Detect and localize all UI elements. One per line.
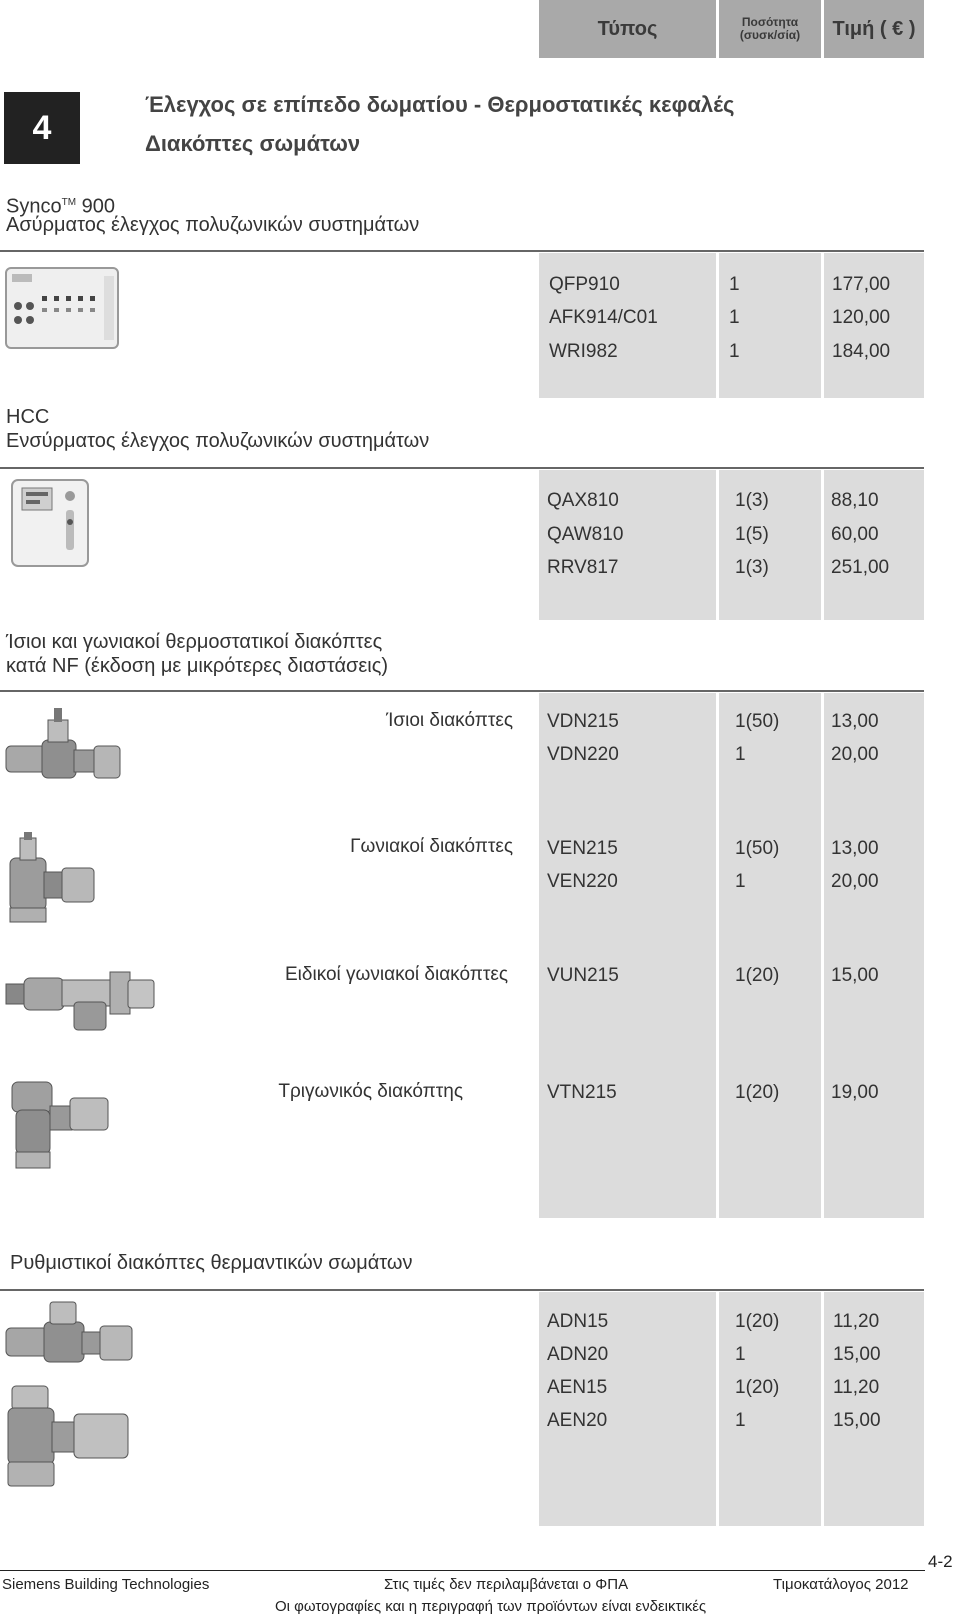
vtn215-qty: 1(20)	[735, 1082, 780, 1103]
aen15-price: 11,20	[833, 1377, 880, 1398]
aen15-qty: 1(20)	[735, 1377, 780, 1398]
vdn220-price: 20,00	[831, 744, 879, 765]
adn20-price: 15,00	[833, 1344, 881, 1365]
footer-divider	[0, 1570, 925, 1571]
vun215-price: 15,00	[831, 965, 879, 986]
adn15-qty: 1(20)	[735, 1311, 780, 1332]
synco-controller-image	[4, 266, 122, 350]
special-angle-valves-label: Ειδικοί γωνιακοί διακόπτες	[285, 964, 508, 985]
nf-price-column	[824, 693, 924, 1218]
synco-row-2-qty: 1	[729, 307, 740, 328]
nf-title-line2: κατά NF (έκδοση με μικρότερες διαστάσεις)	[6, 655, 389, 677]
hcc-thermostat-image	[10, 478, 90, 570]
adn20-qty: 1	[735, 1344, 746, 1365]
chapter-title-line1: Έλεγχος σε επίπεδο δωματίου - Θερμοστατικές κεφαλές	[145, 92, 735, 117]
vdn215-price: 13,00	[831, 711, 879, 732]
ven220-price: 20,00	[831, 871, 879, 892]
ven220-type: VEN220	[547, 871, 618, 892]
header-quantity-line1: Ποσότητα	[741, 15, 799, 29]
hcc-row-1-qty: 1(3)	[735, 490, 769, 511]
synco-row-1-qty: 1	[729, 274, 740, 295]
triangular-valve-label: Τριγωνικός διακόπτης	[278, 1081, 463, 1102]
hcc-row-1-type: QAX810	[547, 490, 619, 511]
aen15-type: AEN15	[547, 1377, 608, 1398]
chapter-title-line2: Διακόπτες σωμάτων	[145, 131, 361, 156]
regulating-valve-angle-image	[4, 1382, 130, 1490]
adn20-type: ADN20	[547, 1344, 609, 1365]
synco-row-3-type: WRI982	[549, 341, 618, 362]
synco-model: 900	[81, 195, 115, 218]
vdn215-qty: 1(50)	[735, 711, 780, 732]
special-angle-valve-image	[4, 962, 156, 1034]
hcc-row-3-qty: 1(3)	[735, 557, 769, 578]
ven215-price: 13,00	[831, 838, 879, 859]
angle-valves-label: Γωνιακοί διακόπτες	[350, 836, 513, 857]
hcc-row-2-price: 60,00	[831, 524, 879, 545]
straight-valves-label: Ίσιοι διακόπτες	[386, 710, 513, 731]
regulating-divider	[0, 1289, 924, 1291]
synco-name: Synco	[6, 195, 62, 218]
adn15-type: ADN15	[547, 1311, 609, 1332]
footer-page-number: 4-2	[928, 1552, 953, 1571]
hcc-divider	[0, 467, 924, 469]
chapter-number: 4	[32, 108, 52, 147]
header-price: Τιμή ( € )	[824, 0, 924, 58]
synco-row-1-type: QFP910	[549, 274, 620, 295]
vun215-type: VUN215	[547, 965, 619, 986]
synco-row-3-qty: 1	[729, 341, 740, 362]
vdn220-type: VDN220	[547, 744, 619, 765]
hcc-subtitle: Ενσύρματος έλεγχος πολυζωνικών συστημάτων	[6, 430, 430, 452]
vun215-qty: 1(20)	[735, 965, 780, 986]
vtn215-price: 19,00	[831, 1082, 879, 1103]
hcc-row-1-price: 88,10	[831, 490, 879, 511]
hcc-row-2-type: QAW810	[547, 524, 624, 545]
adn15-price: 11,20	[833, 1311, 880, 1332]
aen20-price: 15,00	[833, 1410, 881, 1431]
straight-valve-image	[4, 706, 122, 794]
aen20-type: AEN20	[547, 1410, 608, 1431]
hcc-title: HCC	[6, 406, 50, 428]
hcc-row-2-qty: 1(5)	[735, 524, 769, 545]
footer-vat-note: Στις τιμές δεν περιλαμβάνεται ο ΦΠΑ	[384, 1576, 629, 1593]
chapter-number-box	[4, 92, 80, 164]
synco-row-3-price: 184,00	[832, 341, 891, 362]
hcc-row-3-price: 251,00	[831, 557, 890, 578]
ven215-qty: 1(50)	[735, 838, 780, 859]
header-quantity	[719, 0, 821, 58]
footer-catalog: Τιμοκατάλογος 2012	[773, 1576, 909, 1593]
regulating-title: Ρυθμιστικοί διακόπτες θερμαντικών σωμάτων	[10, 1252, 413, 1274]
vtn215-type: VTN215	[547, 1082, 617, 1103]
angle-valve-image	[6, 832, 98, 924]
header-quantity-line2: (συσκ/σία)	[739, 28, 801, 42]
synco-row-2-price: 120,00	[832, 307, 891, 328]
hcc-row-3-type: RRV817	[547, 557, 619, 578]
vdn220-qty: 1	[735, 744, 746, 765]
nf-title-line1: Ίσιοι και γωνιακοί θερμοστατικοί διακόπτες	[6, 631, 383, 653]
synco-tm: TM	[61, 197, 77, 208]
footer-company: Siemens Building Technologies	[2, 1576, 210, 1593]
ven220-qty: 1	[735, 871, 746, 892]
aen20-qty: 1	[735, 1410, 746, 1431]
synco-subtitle: Ασύρματος έλεγχος πολυζωνικών συστημάτων	[6, 214, 420, 236]
regulating-valve-straight-image	[4, 1298, 134, 1376]
nf-qty-column	[719, 693, 821, 1218]
synco-row-1-price: 177,00	[832, 274, 891, 295]
ven215-type: VEN215	[547, 838, 618, 859]
header-type: Τύπος	[539, 0, 716, 58]
nf-type-column	[539, 693, 716, 1218]
footer-disclaimer: Οι φωτογραφίες και η περιγραφή των προϊόντων είναι ενδεικτικές	[275, 1598, 707, 1615]
nf-divider	[0, 690, 924, 692]
triangular-valve-image	[8, 1076, 112, 1172]
synco-row-2-type: AFK914/C01	[549, 307, 658, 328]
vdn215-type: VDN215	[547, 711, 619, 732]
synco-divider	[0, 250, 924, 252]
